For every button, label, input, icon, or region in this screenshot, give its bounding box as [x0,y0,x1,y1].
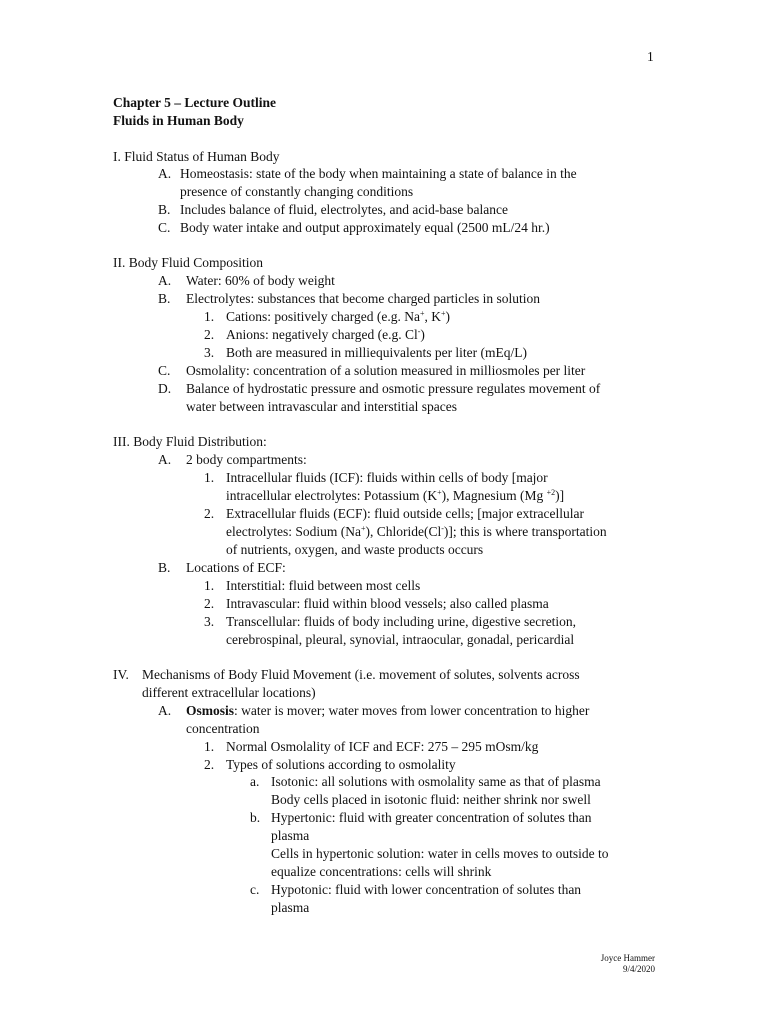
section-heading: I. Fluid Status of Human Body [113,149,280,164]
list-marker: A. [158,452,172,467]
list-marker: 2. [204,757,215,772]
list-item-text: water between intravascular and interstitial spaces [186,399,458,414]
list-item-text: Includes balance of fluid, electrolytes, and acid-base balance [180,202,508,217]
list-item-text: Water: 60% of body weight [186,273,335,288]
footer-date: 9/4/2020 [622,964,655,974]
list-item-text: Anions: negatively charged (e.g. Cl-) [226,327,425,342]
list-item-text: concentration [186,721,260,736]
list-marker: 2. [204,596,215,611]
list-item-text: presence of constantly changing conditions [180,184,414,199]
list-marker: A. [158,703,172,718]
list-item-text: cerebrospinal, pleural, synovial, intraocular, gonadal, pericardial [226,632,575,647]
list-marker: A. [158,273,172,288]
list-item-text: Cations: positively charged (e.g. Na+, K+) [226,309,450,324]
list-item-text: 2 body compartments: [186,452,307,467]
chapter-subtitle: Fluids in Human Body [113,113,244,128]
list-item-text: Extracellular fluids (ECF): fluid outside cells; [major extracellular [226,506,585,521]
list-marker: B. [158,202,171,217]
list-item-text: Body water intake and output approximately equal (2500 mL/24 hr.) [180,220,550,235]
list-marker: c. [250,882,260,897]
list-marker: IV. [113,667,129,682]
list-item-text: Both are measured in milliequivalents per liter (mEq/L) [226,345,528,360]
list-item-text: Isotonic: all solutions with osmolality same as that of plasma [271,774,601,789]
list-marker: D. [158,381,172,396]
list-item-text: Normal Osmolality of ICF and ECF: 275 – 295 mOsm/kg [226,739,539,754]
list-item-text: electrolytes: Sodium (Na+), Chloride(Cl-)]; this is where transportation [226,524,607,539]
list-item-text: Interstitial: fluid between most cells [226,578,421,593]
list-marker: 3. [204,614,215,629]
list-marker: 1. [204,470,215,485]
list-marker: 1. [204,578,215,593]
list-item-text: Transcellular: fluids of body including urine, digestive secretion, [226,614,577,629]
list-item-text: Intracellular fluids (ICF): fluids within cells of body [major [226,470,548,485]
section-heading: Mechanisms of Body Fluid Movement (i.e. movement of solutes, solvents across [142,667,580,682]
list-marker: B. [158,560,171,575]
chapter-title: Chapter 5 – Lecture Outline [113,95,276,110]
list-marker: C. [158,363,171,378]
list-marker: C. [158,220,171,235]
list-marker: A. [158,166,172,181]
list-marker: 3. [204,345,215,360]
list-item-text: Hypotonic: fluid with lower concentration of solutes than [271,882,582,897]
list-marker: a. [250,774,260,789]
list-item-text: of nutrients, oxygen, and waste products occurs [226,542,484,557]
section-heading: different extracellular locations) [142,685,316,700]
list-item-text: equalize concentrations: cells will shrink [271,864,492,879]
list-item-text: Electrolytes: substances that become charged particles in solution [186,291,541,306]
list-item-text: plasma [271,900,310,915]
section-heading: III. Body Fluid Distribution: [113,434,267,449]
list-item-text: intracellular electrolytes: Potassium (K+), Magnesium (Mg $^{+2}$)] [226,488,565,503]
list-item-text: Osmosis: water is mover; water moves from lower concentration to higher [186,703,590,718]
section-heading: II. Body Fluid Composition [113,255,264,270]
list-marker: B. [158,291,171,306]
list-item-text: Types of solutions according to osmolality [226,757,456,772]
footer-author: Joyce Hammer [600,953,655,963]
list-item-text: Homeostasis: state of the body when maintaining a state of balance in the [180,166,577,181]
list-item-text: Balance of hydrostatic pressure and osmotic pressure regulates movement of [186,381,601,396]
list-marker: 2. [204,327,215,342]
list-item-text: plasma [271,828,310,843]
list-marker: 1. [204,739,215,754]
list-item-text: Hypertonic: fluid with greater concentration of solutes than [271,810,592,825]
list-marker: 2. [204,506,215,521]
list-item-text: Osmolality: concentration of a solution measured in milliosmoles per liter [186,363,586,378]
list-item-text: Cells in hypertonic solution: water in cells moves to outside to [271,846,609,861]
page-number: 1 [647,49,654,64]
list-item-text: Intravascular: fluid within blood vessels; also called plasma [226,596,549,611]
list-item-text: Locations of ECF: [186,560,286,575]
list-marker: b. [250,810,261,825]
list-item-text: Body cells placed in isotonic fluid: neither shrink nor swell [271,792,591,807]
list-marker: 1. [204,309,215,324]
